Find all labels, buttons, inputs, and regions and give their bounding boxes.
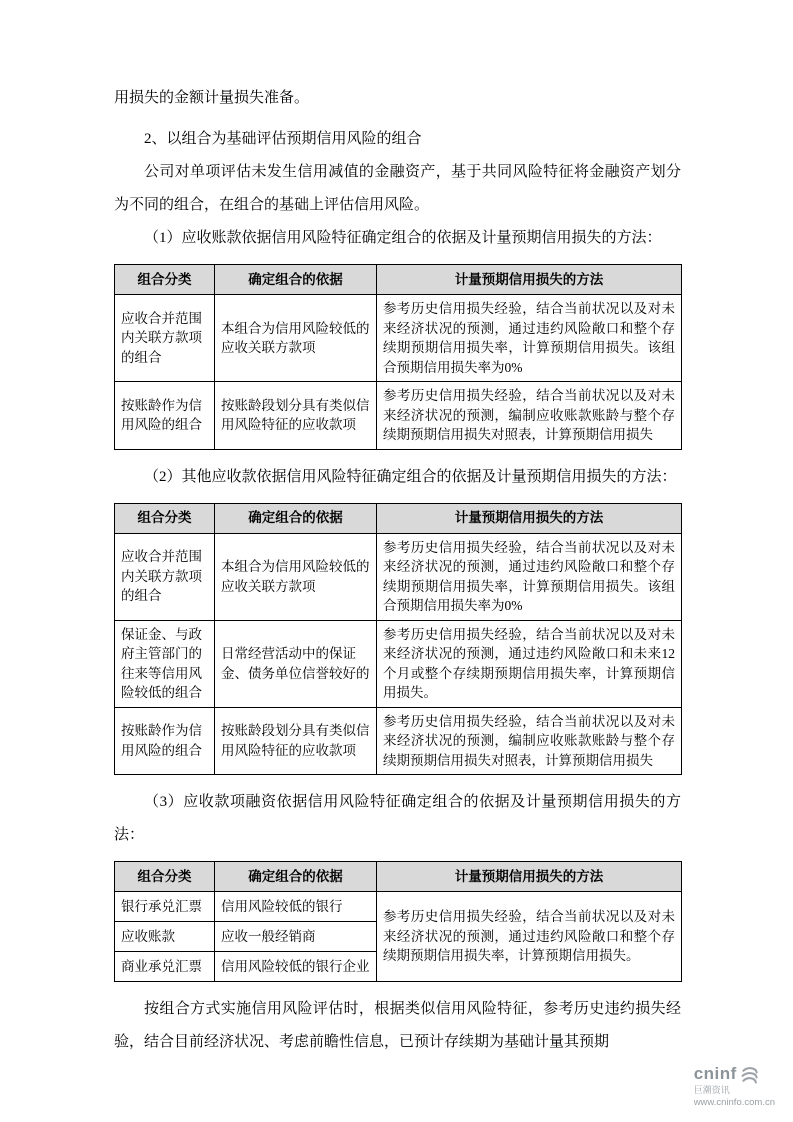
cell-basis: 本组合为信用风险较低的应收关联方款项 xyxy=(215,533,377,620)
cell-basis: 按账龄段划分具有类似信用风险特征的应收款项 xyxy=(215,707,377,775)
cell-method: 参考历史信用损失经验，结合当前状况以及对未来经济状况的预测，编制应收账款账龄与整个存续期预期信用损失对照表，计算预期信用损失 xyxy=(377,707,682,775)
header-basis: 确定组合的依据 xyxy=(215,503,377,533)
cell-category: 应收合并范围内关联方款项的组合 xyxy=(115,295,215,382)
item2-label: （2）其他应收款依据信用风险特征确定组合的依据及计量预期信用损失的方法： xyxy=(144,468,677,485)
cninfo-brand-row xyxy=(694,1065,775,1085)
item3-label: （3）应收款项融资依据信用风险特征确定组合的依据及计量预期信用损失的方法： xyxy=(114,794,681,843)
table-header-row xyxy=(115,503,682,533)
cell-basis: 本组合为信用风险较低的应收关联方款项 xyxy=(215,295,377,382)
table-row xyxy=(115,620,682,707)
header-category: 组合分类 xyxy=(115,862,215,892)
closing-paragraph: 按组合方式实施信用风险评估时，根据类似信用风险特征，参考历史违约损失经验，结合目前经济状况、考虑前瞻性信息，已预计存续期为基础计量其预期 xyxy=(114,1001,681,1050)
header-method: 计量预期信用损失的方法 xyxy=(377,862,682,892)
cell-method: 参考历史信用损失经验，结合当前状况以及对未来经济状况的预测，通过违约风险敞口和未来12个月或整个存续期预期信用损失率，计算预期信用损失。 xyxy=(377,620,682,707)
table-row xyxy=(115,382,682,450)
item1-label: （1）应收账款依据信用风险特征确定组合的依据及计量预期信用损失的方法： xyxy=(144,230,662,246)
cell-basis: 信用风险较低的银行企业 xyxy=(215,952,377,982)
table-row xyxy=(115,892,682,922)
other-receivables-table xyxy=(114,503,682,776)
cell-basis: 按账龄段划分具有类似信用风险特征的应收款项 xyxy=(215,382,377,450)
cell-category: 应收账款 xyxy=(115,922,215,952)
cell-method: 参考历史信用损失经验，结合当前状况以及对未来经济状况的预测，通过违约风险敞口和整个存续期预期信用损失率，计算预期信用损失。该组合预期信用损失率为0% xyxy=(377,295,682,382)
cninfo-watermark xyxy=(694,1065,775,1108)
header-category: 组合分类 xyxy=(115,503,215,533)
cell-category: 银行承兑汇票 xyxy=(115,892,215,922)
header-method: 计量预期信用损失的方法 xyxy=(377,503,682,533)
cell-category: 保证金、与政府主管部门的往来等信用风险较低的组合 xyxy=(115,620,215,707)
header-basis: 确定组合的依据 xyxy=(215,862,377,892)
table-row xyxy=(115,295,682,382)
cell-method: 参考历史信用损失经验，结合当前状况以及对未来经济状况的预测，编制应收账款账龄与整个存续期预期信用损失对照表，计算预期信用损失 xyxy=(377,382,682,450)
cell-basis: 应收一般经销商 xyxy=(215,922,377,952)
cninfo-logo-icon xyxy=(740,1065,760,1085)
cell-basis: 日常经营活动中的保证金、债务单位信誉较好的 xyxy=(215,620,377,707)
cell-category: 应收合并范围内关联方款项的组合 xyxy=(115,533,215,620)
receivables-financing-table xyxy=(114,861,682,982)
header-basis: 确定组合的依据 xyxy=(215,265,377,295)
section-heading: 2、以组合为基础评估预期信用风险的组合 xyxy=(144,131,422,147)
table-row xyxy=(115,707,682,775)
cninfo-url: www.cninfo.com.cn xyxy=(693,1096,775,1108)
table-header-row xyxy=(115,862,682,892)
cell-basis: 信用风险较低的银行 xyxy=(215,892,377,922)
header-method: 计量预期信用损失的方法 xyxy=(377,265,682,295)
receivables-table xyxy=(114,264,682,450)
cell-method-merged: 参考历史信用损失经验，结合当前状况以及对未来经济状况的预测，通过违约风险敞口和整个存续期预期信用损失率，计算预期信用损失。 xyxy=(377,892,682,982)
cell-category: 按账龄作为信用风险的组合 xyxy=(115,707,215,775)
cninfo-brand-chinese: 巨潮资讯 xyxy=(693,1084,730,1095)
table-row xyxy=(115,533,682,620)
cell-category: 商业承兑汇票 xyxy=(115,952,215,982)
cell-category: 按账龄作为信用风险的组合 xyxy=(115,382,215,450)
cninfo-brand-text: cninf xyxy=(693,1064,737,1084)
table-header-row xyxy=(115,265,682,295)
cell-method: 参考历史信用损失经验，结合当前状况以及对未来经济状况的预测，通过违约风险敞口和整个存续期预期信用损失率，计算预期信用损失。该组合预期信用损失率为0% xyxy=(377,533,682,620)
intro-paragraph: 公司对单项评估未发生信用减值的金融资产，基于共同风险特征将金融资产划分为不同的组合，在组合的基础上评估信用风险。 xyxy=(114,164,681,213)
header-category: 组合分类 xyxy=(115,265,215,295)
carryover-line: 用损失的金额计量损失准备。 xyxy=(114,90,310,106)
